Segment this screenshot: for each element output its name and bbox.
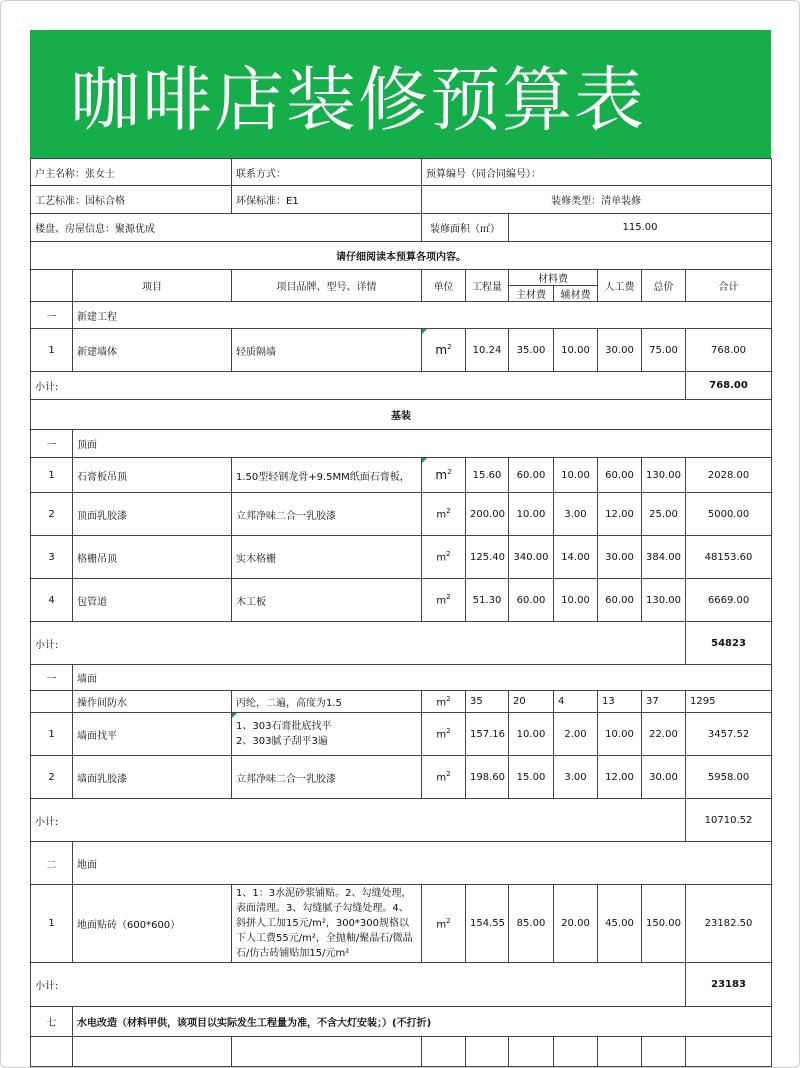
section-name: 水电改造（材料甲供，该项目以实际发生工程量为准，不含大灯安装；）(不打折) <box>73 1007 772 1037</box>
row-name: 顶面乳胶漆 <box>73 493 232 536</box>
row-name: 操作间防水 <box>73 691 232 713</box>
base-title-row <box>31 400 772 430</box>
subtotal-row <box>31 622 772 665</box>
section-name: 新建工程 <box>73 302 772 329</box>
row-total: 5958.00 <box>686 756 772 799</box>
row-unit: $m^2$ <box>422 756 466 799</box>
table-row <box>31 458 772 493</box>
row-name: 格栅吊顶 <box>73 536 232 579</box>
section-name: 墙面 <box>73 665 772 691</box>
header-material: 材料费 <box>509 270 598 286</box>
row-detail: 丙纶，二遍，高度为1.5 <box>232 691 422 713</box>
row-detail: 实木格栅 <box>232 536 422 579</box>
section-row <box>31 842 772 885</box>
area-label-cell: 装修面积（㎡） <box>422 214 509 242</box>
row-total: 768.00 <box>686 329 772 372</box>
eco-cell: 环保标准：E1 <box>232 186 422 214</box>
subtotal-label: 小计: <box>31 799 686 842</box>
header-item: 项目 <box>73 270 232 302</box>
budget-no-cell: 预算编号（同合同编号）： <box>422 159 772 186</box>
row-detail: 立邦净味二合一乳胶漆 <box>232 756 422 799</box>
row-name: 地面贴砖（600*600） <box>73 885 232 963</box>
row-aux: 2.00 <box>554 713 598 756</box>
header-brand: 项目品牌、型号、详情 <box>232 270 422 302</box>
row-aux: 3.00 <box>554 756 598 799</box>
row-no: 3 <box>31 536 73 579</box>
row-total: 1295 <box>686 691 772 713</box>
row-detail: 立邦净味二合一乳胶漆 <box>232 493 422 536</box>
section-name: 地面 <box>73 842 772 885</box>
budget-table <box>30 158 772 1067</box>
row-qty: 154.55 <box>466 885 509 963</box>
row-qty: 10.24 <box>466 329 509 372</box>
row-main: 35.00 <box>509 329 554 372</box>
area-value-cell: 115.00 <box>509 214 772 242</box>
row-labor: 12.00 <box>598 493 642 536</box>
row-price: 22.00 <box>642 713 686 756</box>
building-cell: 楼盘、房屋信息：聚源优成 <box>31 214 422 242</box>
row-main: 60.00 <box>509 579 554 622</box>
row-name: 石膏板吊顶 <box>73 458 232 493</box>
row-price: 25.00 <box>642 493 686 536</box>
section-no: 七 <box>31 1007 73 1037</box>
row-labor: 12.00 <box>598 756 642 799</box>
row-total: 2028.00 <box>686 458 772 493</box>
row-detail: 轻质隔墙 <box>232 329 422 372</box>
row-labor: 30.00 <box>598 329 642 372</box>
row-aux: 10.00 <box>554 579 598 622</box>
row-price: 384.00 <box>642 536 686 579</box>
row-aux: 10.00 <box>554 329 598 372</box>
row-detail: 1.50型轻钢龙骨+9.5MM纸面石膏板， <box>232 458 422 493</box>
table-row <box>31 329 772 372</box>
section-no: 一 <box>31 665 73 691</box>
row-price: 75.00 <box>642 329 686 372</box>
row-labor: 60.00 <box>598 579 642 622</box>
base-title: 基装 <box>31 400 772 430</box>
subtotal-value: 10710.52 <box>686 799 772 842</box>
table-row <box>31 579 772 622</box>
subtotal-value: 54823 <box>686 622 772 665</box>
subtotal-row <box>31 963 772 1007</box>
row-no <box>31 691 73 713</box>
section-row <box>31 430 772 458</box>
row-unit: $m^2$ <box>422 536 466 579</box>
header-row-1 <box>31 270 772 286</box>
row-detail: 1、303石膏批底找平 2、303腻子刮平3遍 <box>232 713 422 756</box>
subtotal-label: 小计: <box>31 372 686 400</box>
subtotal-row <box>31 799 772 842</box>
section-row <box>31 302 772 329</box>
row-qty: 157.16 <box>466 713 509 756</box>
section-no: 一 <box>31 430 73 458</box>
row-name: 包管道 <box>73 579 232 622</box>
row-price: 130.00 <box>642 458 686 493</box>
table-row <box>31 885 772 963</box>
info-row-1 <box>31 159 772 186</box>
row-labor: 10.00 <box>598 713 642 756</box>
row-detail: 1、1：3水泥砂浆铺贴。2、勾缝处理，表面清理。3、勾缝腻子勾缝处理。4、斜拼人工加15元/m²，300*300规格以下人工费55元/m²，全抛釉/聚晶石/微晶石/仿古砖铺贴加15/元m² <box>232 885 422 963</box>
row-no: 1 <box>31 713 73 756</box>
section-row <box>31 1007 772 1037</box>
row-aux: 4 <box>554 691 598 713</box>
row-unit: $m^2$ <box>422 691 466 713</box>
row-qty: 200.00 <box>466 493 509 536</box>
section-no: 一 <box>31 302 73 329</box>
row-total: 23182.50 <box>686 885 772 963</box>
row-qty: 15.60 <box>466 458 509 493</box>
row-unit: $m^2$ <box>422 579 466 622</box>
header-qty: 工程量 <box>466 270 509 302</box>
row-qty: 125.40 <box>466 536 509 579</box>
row-total: 6669.00 <box>686 579 772 622</box>
row-aux: 20.00 <box>554 885 598 963</box>
row-unit: $m^2$ <box>422 493 466 536</box>
contact-cell: 联系方式： <box>232 159 422 186</box>
row-no: 1 <box>31 885 73 963</box>
row-no: 1 <box>31 458 73 493</box>
row-total: 5000.00 <box>686 493 772 536</box>
row-qty: 51.30 <box>466 579 509 622</box>
row-unit: $m^2$ <box>422 329 466 372</box>
row-qty: 198.60 <box>466 756 509 799</box>
header-no <box>31 270 73 302</box>
table-row <box>31 536 772 579</box>
table-row <box>31 756 772 799</box>
title-banner <box>30 30 771 158</box>
row-price: 37 <box>642 691 686 713</box>
header-unit-price: 总价 <box>642 270 686 302</box>
table-row-partial <box>31 1037 772 1067</box>
row-aux: 3.00 <box>554 493 598 536</box>
section-name: 顶面 <box>73 430 772 458</box>
row-qty: 35 <box>466 691 509 713</box>
row-total: 3457.52 <box>686 713 772 756</box>
header-main: 主材费 <box>509 286 554 302</box>
header-aux: 辅材费 <box>554 286 598 302</box>
row-labor: 60.00 <box>598 458 642 493</box>
deco-type-cell: 装修类型：清单装修 <box>422 186 772 214</box>
row-main: 340.00 <box>509 536 554 579</box>
row-aux: 10.00 <box>554 458 598 493</box>
row-price: 130.00 <box>642 579 686 622</box>
table-row <box>31 713 772 756</box>
page-title: 咖啡店装修预算表 <box>70 58 646 141</box>
subtotal-value: 23183 <box>686 963 772 1007</box>
row-main: 15.00 <box>509 756 554 799</box>
row-no: 4 <box>31 579 73 622</box>
row-detail: 木工板 <box>232 579 422 622</box>
row-unit: $m^2$ <box>422 713 466 756</box>
row-no: 2 <box>31 493 73 536</box>
notice-row <box>31 242 772 270</box>
row-price: 150.00 <box>642 885 686 963</box>
row-name: 墙面乳胶漆 <box>73 756 232 799</box>
row-name: 墙面找平 <box>73 713 232 756</box>
row-main: 10.00 <box>509 713 554 756</box>
row-total: 48153.60 <box>686 536 772 579</box>
subtotal-label: 小计: <box>31 622 686 665</box>
subtotal-label: 小计: <box>31 963 686 1007</box>
header-labor: 人工费 <box>598 270 642 302</box>
subtotal-value: 768.00 <box>686 372 772 400</box>
row-labor: 45.00 <box>598 885 642 963</box>
row-aux: 14.00 <box>554 536 598 579</box>
row-unit: $m^2$ <box>422 885 466 963</box>
section-row <box>31 665 772 691</box>
row-main: 60.00 <box>509 458 554 493</box>
table-row <box>31 493 772 536</box>
craft-cell: 工艺标准：国标合格 <box>31 186 232 214</box>
header-unit: 单位 <box>422 270 466 302</box>
row-main: 85.00 <box>509 885 554 963</box>
row-name: 新建墙体 <box>73 329 232 372</box>
header-total: 合计 <box>686 270 772 302</box>
row-unit: $m^2$ <box>422 458 466 493</box>
subtotal-row <box>31 372 772 400</box>
notice-cell: 请仔细阅读本预算各项内容。 <box>31 242 772 270</box>
row-labor: 30.00 <box>598 536 642 579</box>
row-main: 10.00 <box>509 493 554 536</box>
owner-cell: 户主名称：张女士 <box>31 159 232 186</box>
row-no: 1 <box>31 329 73 372</box>
info-row-2 <box>31 186 772 214</box>
row-main: 20 <box>509 691 554 713</box>
row-no: 2 <box>31 756 73 799</box>
row-labor: 13 <box>598 691 642 713</box>
row-price: 30.00 <box>642 756 686 799</box>
section-no: 二 <box>31 842 73 885</box>
info-row-3 <box>31 214 772 242</box>
table-row <box>31 691 772 713</box>
